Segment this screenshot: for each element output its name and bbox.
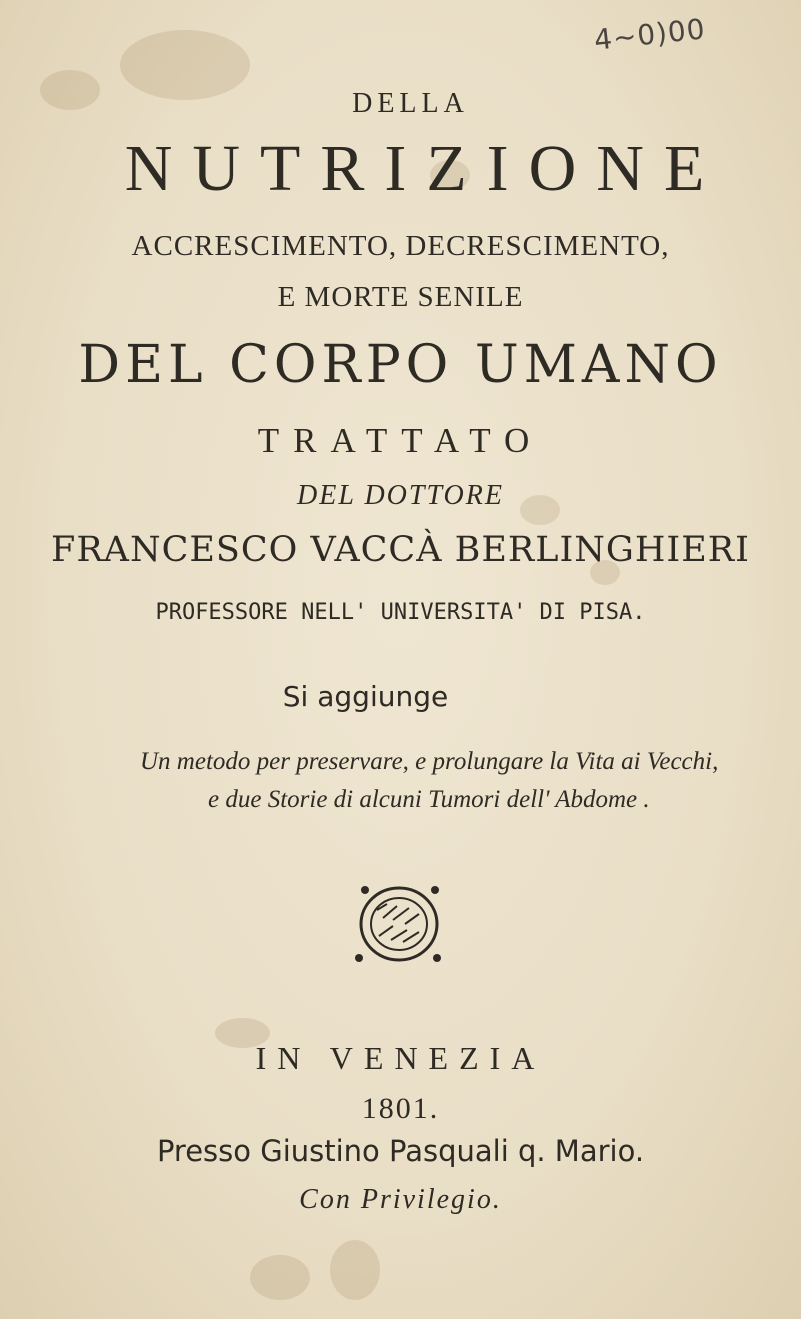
author-role: PROFESSORE NELL' UNIVERSITA' DI PISA. — [155, 600, 646, 625]
subtitle-line-1: ACCRESCIMENTO, DECRESCIMENTO, — [131, 230, 670, 262]
printer-ornament-icon — [347, 880, 451, 968]
imprint-privilege: Con Privilegio. — [299, 1184, 502, 1215]
foxing-stain — [330, 1240, 380, 1300]
imprint-year: 1801. — [361, 1092, 440, 1125]
foxing-stain — [250, 1255, 310, 1300]
main-title: NUTRIZIONE — [124, 132, 725, 205]
handwritten-shelfmark: 4~0)00 — [592, 12, 708, 57]
subtitle-line-2: E MORTE SENILE — [277, 281, 524, 313]
appendix-line-1: Un metodo per preservare, e prolungare la Vita ai Vecchi, — [140, 748, 719, 775]
appendix-line-2: e due Storie di alcuni Tumori dell' Abdome . — [208, 786, 650, 813]
si-aggiunge: Si aggiunge — [282, 680, 449, 713]
imprint-printer: Presso Giustino Pasquali q. Mario. — [156, 1134, 645, 1168]
del-dottore: DEL DOTTORE — [297, 480, 504, 511]
trattato-heading: TRATTATO — [257, 421, 544, 460]
imprint-place: IN VENEZIA — [255, 1040, 546, 1076]
author-name: FRANCESCO VACCÀ BERLINGHIERI — [51, 530, 750, 570]
title-della: DELLA — [352, 88, 469, 119]
subtitle-corpo: DEL CORPO UMANO — [78, 335, 723, 395]
